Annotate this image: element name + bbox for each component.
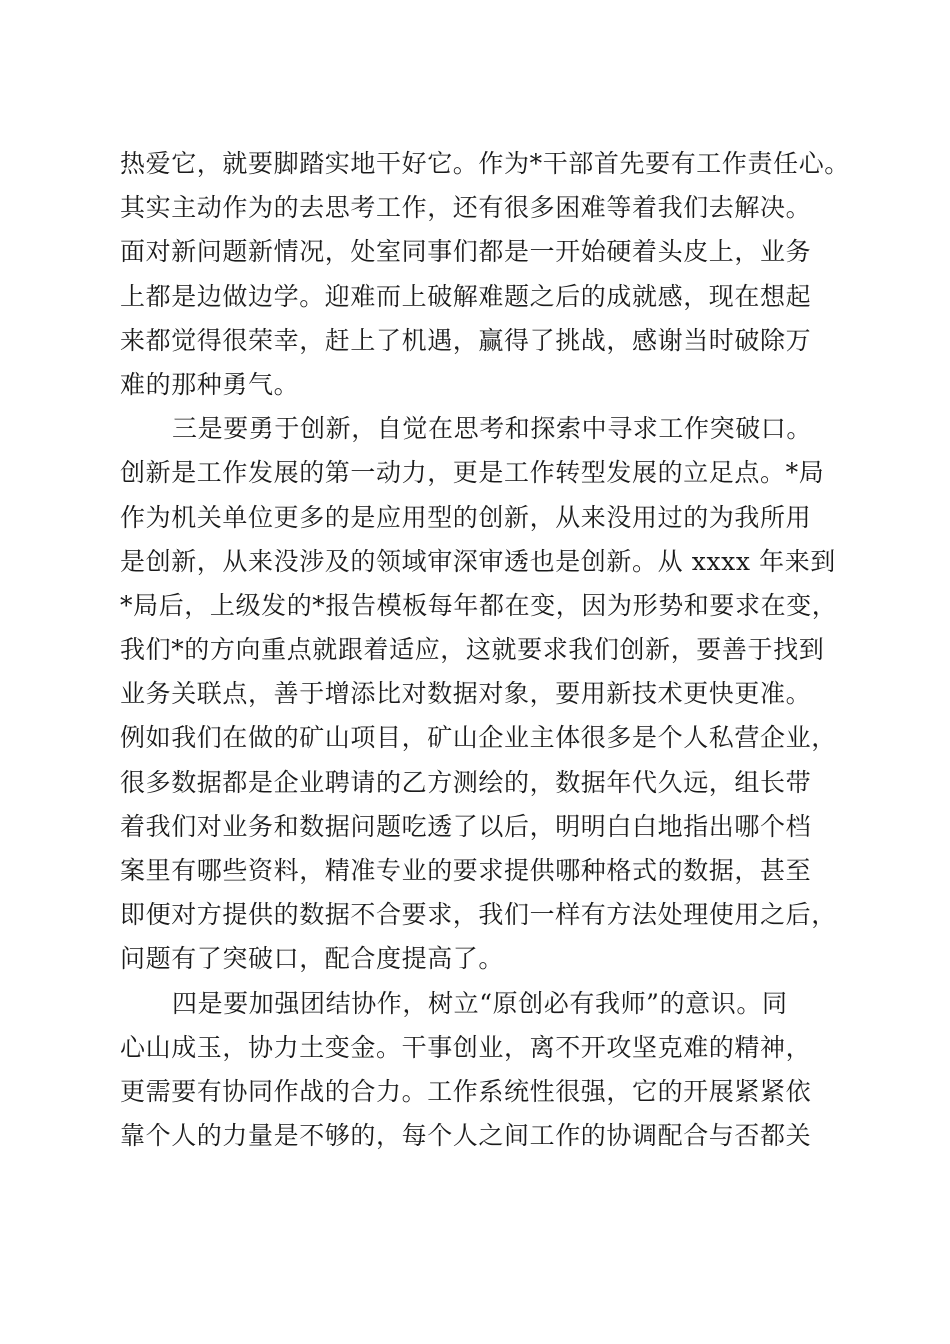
text-line: 案里有哪些资料，精准专业的要求提供哪种格式的数据，甚至 [120,856,812,885]
text-line: 上都是边做边学。迎难而上破解难题之后的成就感，现在想起 [120,281,812,311]
text-line: 作为机关单位更多的是应用型的创新，从来没用过的为我所用 [120,502,812,532]
text-line: 创新是工作发展的第一动力，更是工作转型发展的立足点。*局 [120,458,825,488]
paragraph-2 [120,407,840,981]
text-line: 例如我们在做的矿山项目，矿山企业主体很多是个人私营企业， [120,723,837,753]
text-line: 着我们对业务和数据问题吃透了以后，明明白白地指出哪个档 [120,811,812,841]
text-line: 难的那种勇气。 [120,369,300,399]
text-line: 心山成玉，协力土变金。干事创业，离不开攻坚克难的精神， [120,1032,812,1062]
text-line: 四是要加强团结协作，树立“原创必有我师”的意识。同 [172,988,788,1018]
document-body [120,142,850,1158]
text-line: 即便对方提供的数据不合要求，我们一样有方法处理使用之后， [120,900,837,930]
paragraph-3 [120,982,840,1159]
text-line: 其实主动作为的去思考工作，还有很多困难等着我们去解决。 [120,193,812,223]
text-line: 更需要有协同作战的合力。工作系统性很强，它的开展紧紧依 [120,1076,812,1106]
text-line: 很多数据都是企业聘请的乙方测绘的，数据年代久远，组长带 [120,767,812,797]
text-line: 我们*的方向重点就跟着适应，这就要求我们创新，要善于找到 [120,635,825,665]
paragraph-1 [120,142,850,407]
text-line: 面对新问题新情况，处室同事们都是一开始硬着头皮上，业务 [120,237,812,267]
text-line: 靠个人的力量是不够的，每个人之间工作的协调配合与否都关 [120,1121,812,1151]
text-line: 是创新，从来没涉及的领域审深审透也是创新。从 xxxx 年来到 [120,546,836,576]
text-line: 来都觉得很荣幸，赶上了机遇，赢得了挑战，感谢当时破除万 [120,325,812,355]
text-line: 热爱它，就要脚踏实地干好它。作为*干部首先要有工作责任心。 [120,149,850,178]
text-line: 问题有了突破口，配合度提高了。 [120,944,505,974]
text-line: 三是要勇于创新，自觉在思考和探索中寻求工作突破口。 [172,414,813,444]
text-line: *局后，上级发的*报告模板每年都在变，因为形势和要求在变， [120,590,838,620]
text-line: 业务关联点，善于增添比对数据对象，要用新技术更快更准。 [120,679,812,709]
